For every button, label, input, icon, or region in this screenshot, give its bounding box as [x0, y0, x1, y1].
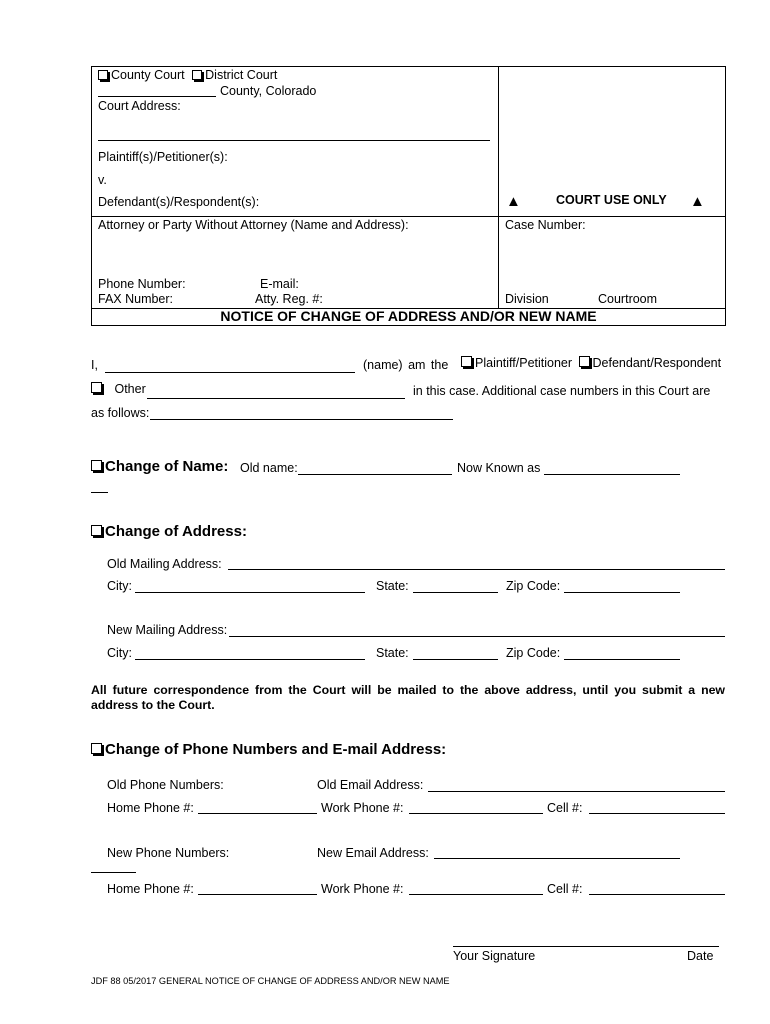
other-option: [91, 382, 146, 396]
new-city-label: City:: [107, 646, 132, 660]
old-state-field[interactable]: [413, 592, 498, 593]
other-checkbox[interactable]: [91, 382, 102, 393]
defendant-respondent-label: Defendant/Respondent: [592, 356, 722, 370]
court-type-row: [98, 68, 277, 82]
court-address-label: Court Address:: [98, 99, 181, 113]
party-options: [461, 356, 721, 370]
in-this-case-label: in this case. Additional case numbers in this Court are: [413, 384, 711, 398]
new-state-field[interactable]: [413, 659, 498, 660]
old-cell-label: Cell #:: [547, 801, 583, 815]
date-label: Date: [687, 949, 714, 963]
additional-cases-field[interactable]: [150, 419, 453, 420]
old-email-label: Old Email Address:: [317, 778, 424, 792]
triangle-up-icon: ▲: [690, 193, 705, 210]
old-work-phone-field[interactable]: [409, 813, 543, 814]
triangle-up-icon: ▲: [506, 193, 521, 210]
change-of-phone-row: [91, 741, 446, 758]
change-of-name-checkbox[interactable]: [91, 460, 102, 471]
case-number-label: Case Number:: [505, 218, 586, 232]
defendant-respondent-checkbox[interactable]: [579, 356, 590, 367]
email-label: E-mail:: [260, 277, 299, 291]
as-follows-label: as follows:: [91, 406, 150, 420]
signature-line[interactable]: [453, 946, 719, 947]
old-zip-field[interactable]: [564, 592, 680, 593]
change-of-phone-heading: Change of Phone Numbers and E-mail Address:: [105, 741, 447, 758]
change-of-phone-checkbox[interactable]: [91, 743, 102, 754]
correspondence-notice: All future correspondence from the Court will be mailed to the above address, until you submit a new address to the Court.: [91, 683, 725, 712]
new-home-phone-field[interactable]: [198, 894, 317, 895]
now-known-as-label: Now Known as: [457, 461, 541, 475]
old-name-field[interactable]: [298, 474, 452, 475]
name-am-the-label: (name) am the: [363, 358, 449, 372]
old-mailing-address-field[interactable]: [228, 569, 725, 570]
change-of-address-checkbox[interactable]: [91, 525, 102, 536]
new-work-phone-field[interactable]: [409, 894, 543, 895]
fax-number-label: FAX Number:: [98, 292, 174, 306]
county-court-label: County Court: [111, 68, 185, 82]
change-of-address-row: [91, 523, 247, 540]
new-email-label: New Email Address:: [317, 846, 429, 860]
name-field[interactable]: [105, 372, 355, 373]
now-known-as-field-continued[interactable]: [91, 492, 108, 493]
new-mailing-address-label: New Mailing Address:: [107, 623, 228, 637]
caption-divider-vertical: [498, 66, 499, 309]
new-city-field[interactable]: [135, 659, 365, 660]
district-court-label: District Court: [205, 68, 278, 82]
new-state-label: State:: [376, 646, 409, 660]
old-zip-label: Zip Code:: [506, 579, 561, 593]
versus-label: v.: [98, 173, 107, 187]
new-cell-label: Cell #:: [547, 882, 583, 896]
old-name-label: Old name:: [240, 461, 298, 475]
change-of-name-row: [91, 458, 228, 475]
old-city-field[interactable]: [135, 592, 365, 593]
change-of-address-heading: Change of Address:: [105, 523, 247, 540]
old-city-label: City:: [107, 579, 132, 593]
atty-reg-label: Atty. Reg. #:: [255, 292, 323, 306]
old-work-phone-label: Work Phone #:: [321, 801, 404, 815]
attorney-label: Attorney or Party Without Attorney (Name and Address):: [98, 218, 409, 232]
new-home-phone-label: Home Phone #:: [107, 882, 194, 896]
old-home-phone-field[interactable]: [198, 813, 317, 814]
caption-divider-h1: [91, 216, 726, 217]
new-cell-field[interactable]: [589, 894, 725, 895]
county-name-field[interactable]: [98, 96, 216, 97]
page-title: NOTICE OF CHANGE OF ADDRESS AND/OR NEW NAME: [220, 308, 597, 324]
phone-number-label: Phone Number:: [98, 277, 186, 291]
old-state-label: State:: [376, 579, 409, 593]
new-email-field[interactable]: [434, 858, 680, 859]
old-cell-field[interactable]: [589, 813, 725, 814]
court-use-only-label: COURT USE ONLY: [556, 193, 667, 207]
new-work-phone-label: Work Phone #:: [321, 882, 404, 896]
other-label: Other: [114, 382, 146, 396]
old-phone-numbers-label: Old Phone Numbers:: [107, 778, 224, 792]
new-phone-numbers-label: New Phone Numbers:: [107, 846, 230, 860]
county-court-checkbox[interactable]: [98, 70, 108, 80]
defendant-label: Defendant(s)/Respondent(s):: [98, 195, 260, 209]
footer-text: JDF 88 05/2017 GENERAL NOTICE OF CHANGE OF ADDRESS AND/OR NEW NAME: [91, 976, 450, 986]
new-zip-field[interactable]: [564, 659, 680, 660]
other-field[interactable]: [147, 398, 405, 399]
change-of-name-heading: Change of Name:: [105, 458, 229, 475]
new-mailing-address-field[interactable]: [229, 636, 725, 637]
county-colorado-label: County, Colorado: [220, 84, 317, 98]
new-email-field-continued[interactable]: [91, 872, 136, 873]
courtroom-label: Courtroom: [598, 292, 658, 306]
district-court-checkbox[interactable]: [192, 70, 202, 80]
i-label: I,: [91, 358, 98, 372]
plaintiff-petitioner-label: Plaintiff/Petitioner: [475, 356, 573, 370]
now-known-as-field[interactable]: [544, 474, 680, 475]
plaintiff-petitioner-checkbox[interactable]: [461, 356, 472, 367]
old-home-phone-label: Home Phone #:: [107, 801, 194, 815]
old-email-field[interactable]: [428, 791, 725, 792]
plaintiff-label: Plaintiff(s)/Petitioner(s):: [98, 150, 228, 164]
old-mailing-address-label: Old Mailing Address:: [107, 557, 222, 571]
your-signature-label: Your Signature: [453, 949, 536, 963]
court-address-field[interactable]: [98, 140, 490, 141]
division-label: Division: [505, 292, 549, 306]
new-zip-label: Zip Code:: [506, 646, 561, 660]
